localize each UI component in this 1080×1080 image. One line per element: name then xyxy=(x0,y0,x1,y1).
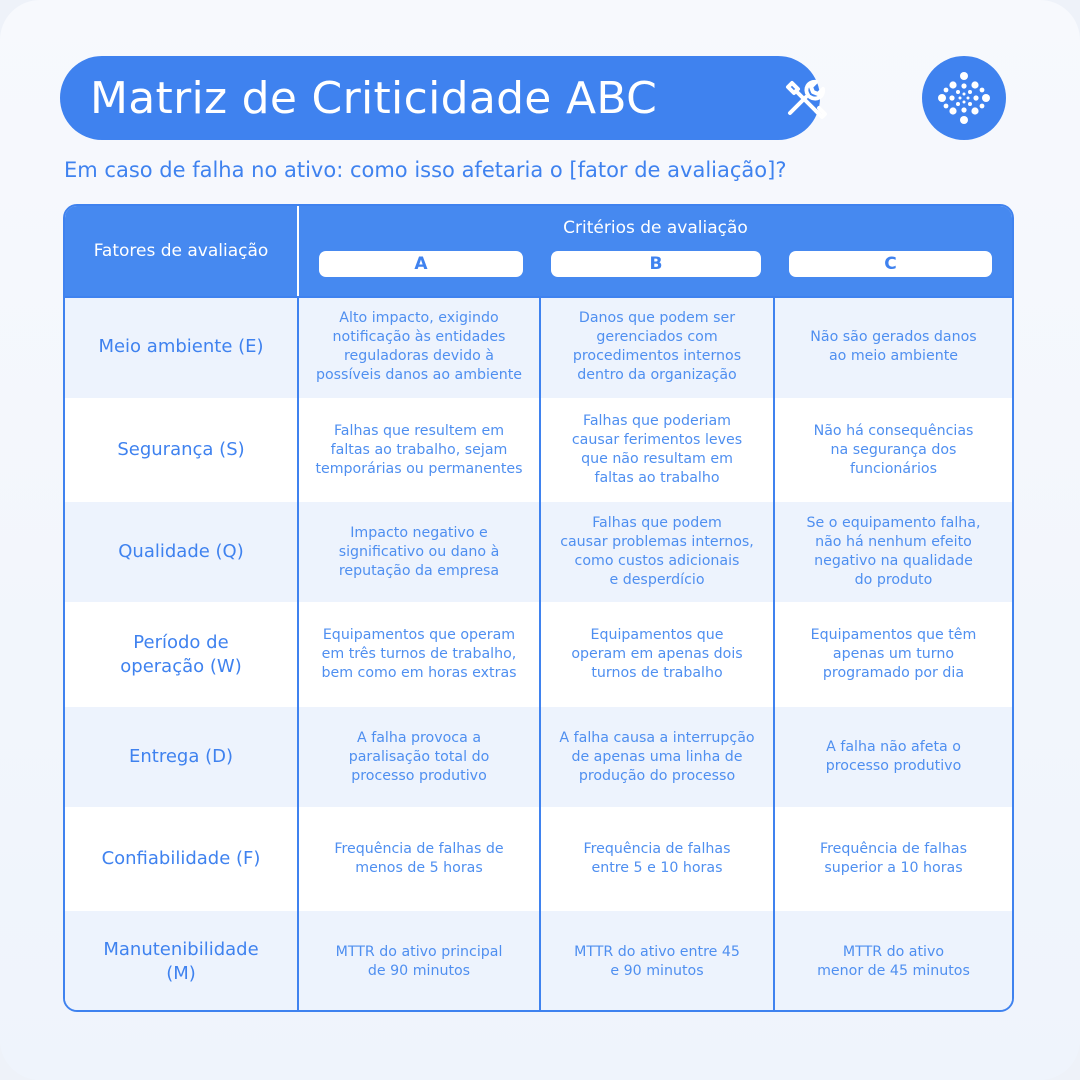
criterion-a-cell: A falha provoca a paralisação total do processo produtivo xyxy=(348,729,490,784)
criterion-c-cell: Não há consequências na segurança dos funcionários xyxy=(813,422,974,477)
factor-cell: Confiabilidade (F) xyxy=(101,848,261,869)
factor-cell: Segurança (S) xyxy=(117,439,245,460)
criterion-b-cell: MTTR do ativo entre 45 e 90 minutos xyxy=(574,943,740,979)
criterion-b-cell: Falhas que poderiam causar ferimentos leves que não resultam em faltas ao trabalho xyxy=(571,413,743,486)
criterion-a-cell: Equipamentos que operam em três turnos de trabalho, bem como em horas extras xyxy=(321,627,517,681)
brand-logo xyxy=(922,56,1006,140)
table-header xyxy=(65,206,1012,296)
criterion-b-cell: Falhas que podem causar problemas internos, como custos adicionais e desperdício xyxy=(560,515,754,588)
criterion-c-cell: Equipamentos que têm apenas um turno programado por dia xyxy=(810,627,977,681)
page-title: Matriz de Criticidade ABC xyxy=(90,72,658,124)
criticality-matrix-table xyxy=(63,204,1014,1012)
criterion-a-cell: Frequência de falhas de menos de 5 horas xyxy=(334,841,504,876)
criterion-c-cell: Frequência de falhas superior a 10 horas xyxy=(820,841,967,876)
criterion-c-cell: Não são gerados danos ao meio ambiente xyxy=(810,329,977,364)
grade-b-label: B xyxy=(551,251,761,277)
factor-cell: Período de operação (W) xyxy=(120,631,242,677)
title-banner xyxy=(60,56,820,140)
grade-a-label: A xyxy=(319,251,523,277)
criteria-column-header: Critérios de avaliação xyxy=(563,218,748,238)
factor-column-header: Fatores de avaliação xyxy=(93,241,269,261)
grade-c-label: C xyxy=(789,251,992,277)
criterion-a-cell: Alto impacto, exigindo notificação às entidades reguladoras devido à possíveis danos ao ambiente xyxy=(315,310,522,383)
wrench-screwdriver-icon xyxy=(780,73,832,125)
factor-cell: Meio ambiente (E) xyxy=(98,336,264,357)
criterion-a-cell: Falhas que resultem em faltas ao trabalho, sejam temporárias ou permanentes xyxy=(315,422,523,477)
criterion-b-cell: Danos que podem ser gerenciados com procedimentos internos dentro da organização xyxy=(572,310,742,383)
criterion-b-cell: Frequência de falhas entre 5 e 10 horas xyxy=(583,841,731,876)
column-divider xyxy=(297,296,299,1012)
column-divider xyxy=(539,296,541,1012)
criterion-b-cell: A falha causa a interrupção de apenas uma linha de produção do processo xyxy=(559,729,755,784)
criterion-b-cell: Equipamentos que operam em apenas dois turnos de trabalho xyxy=(571,627,743,681)
criterion-a-cell: MTTR do ativo principal de 90 minutos xyxy=(335,943,503,979)
criterion-a-cell: Impacto negativo e significativo ou dano à reputação da empresa xyxy=(338,524,500,579)
factor-cell: Qualidade (Q) xyxy=(118,541,244,562)
factor-cell: Entrega (D) xyxy=(128,746,233,767)
criterion-c-cell: A falha não afeta o processo produtivo xyxy=(825,739,962,774)
criterion-c-cell: MTTR do ativo menor de 45 minutos xyxy=(817,943,970,979)
criterion-c-cell: Se o equipamento falha, não há nenhum efeito negativo na qualidade do produto xyxy=(806,515,981,588)
dot-burst-logo-icon xyxy=(934,68,994,128)
row-divider xyxy=(65,296,1012,298)
factor-cell: Manutenibilidade (M) xyxy=(103,938,259,984)
subtitle-question: Em caso de falha no ativo: como isso afetaria o [fator de avaliação]? xyxy=(64,158,787,182)
column-divider xyxy=(773,296,775,1012)
